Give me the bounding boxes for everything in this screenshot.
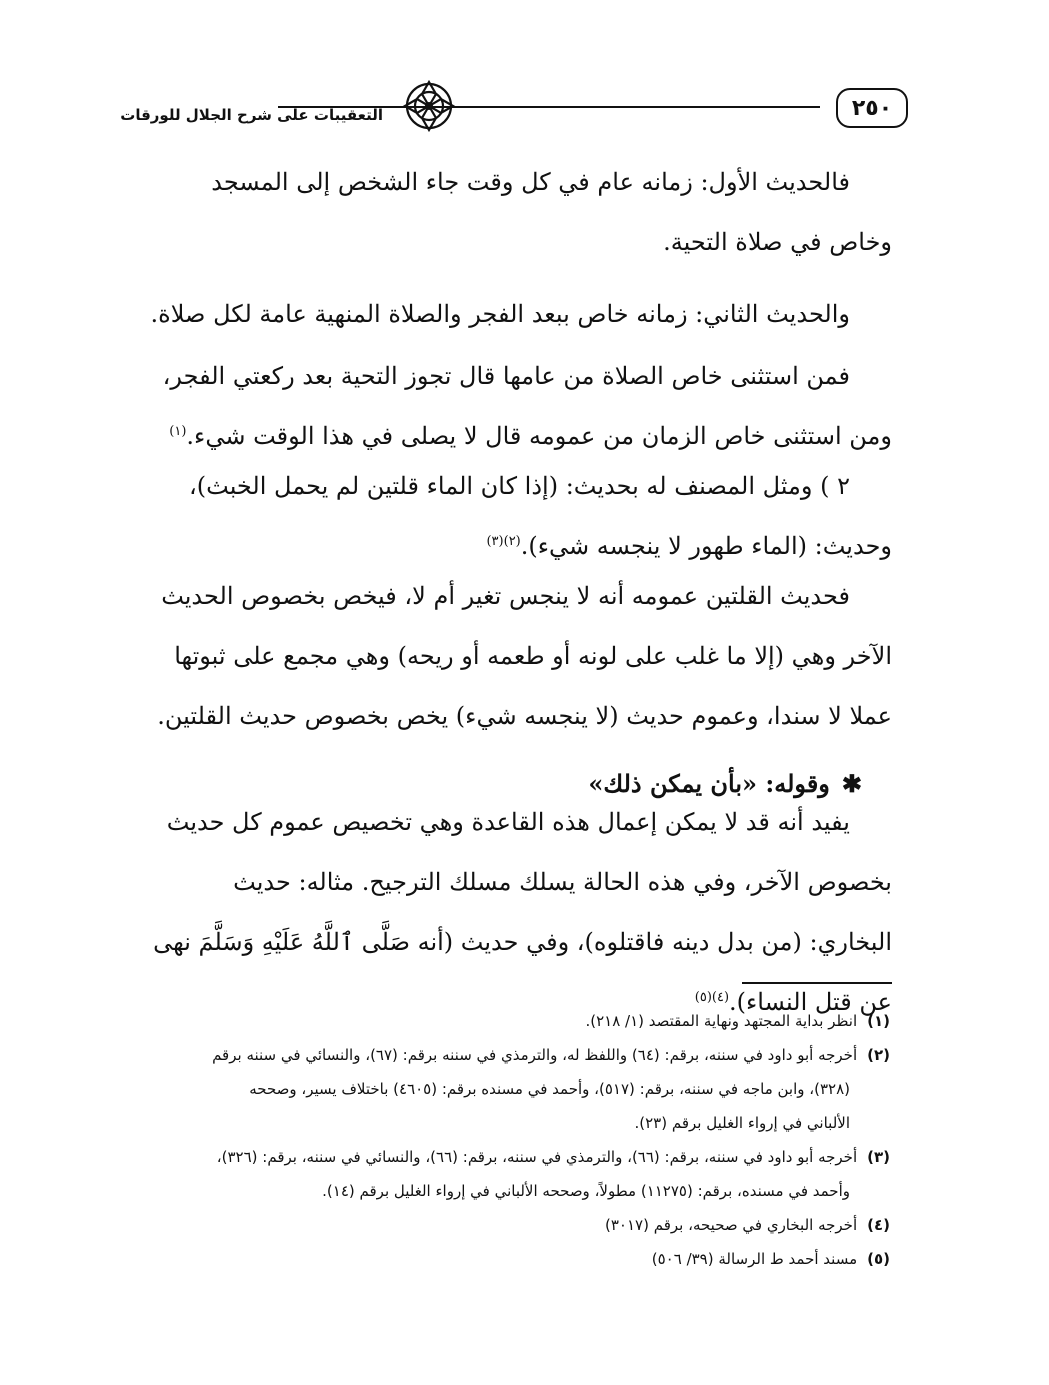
footnote-text: أخرجه أبو داود في سننه، برقم: (٦٤) واللفظ له، والترمذي في سننه برقم: (٦٧)، والنسائي في سننه برقم — [212, 1046, 858, 1064]
footnote-ref-4: (٤) — [711, 990, 730, 1005]
footnote-2-cont-1: (٣٢٨)، وابن ماجه في سننه، برقم: (٥١٧)، وأحمد في مسنده برقم: (٤٦٠٥) باختلاف يسير، وصححه — [249, 1080, 850, 1098]
footnote-text: أخرجه أبو داود في سننه، برقم: (٦٦)، والترمذي في سننه، برقم: (٦٦)، والنسائي في سننه، برقم: (٣٢٦)، — [216, 1148, 858, 1166]
footnote-separator — [742, 982, 892, 984]
main-text-5 — [150, 566, 892, 746]
footnote-1 — [148, 1004, 890, 1038]
footnote-ref-5: (٥) — [694, 990, 712, 1005]
star-icon: ✱ — [841, 769, 862, 798]
footnote-number: (١) — [867, 1012, 890, 1030]
footnote-number: (٢) — [867, 1046, 890, 1064]
footnote-5 — [148, 1242, 890, 1276]
paragraph-6-text: يفيد أنه قد لا يمكن إعمال هذه القاعدة وهي تخصيص عموم كل حديث بخصوص الآخر، وفي هذه الحالة يسلك مسلك الترجيح. مثاله: حديث البخاري: (من بدل دينه فاقتلوه)، وفي حديث (أنه صَلَّى ٱللَّهُ عَلَيْهِ وَسَلَّمَ نهى عن قتل النساء). — [153, 808, 892, 1016]
footnote-ref-2: (٢) — [503, 534, 521, 549]
footnote-text: انظر بداية المجتهد ونهاية المقتصد (١/ ٢١٨). — [585, 1012, 858, 1030]
main-text-3 — [150, 346, 892, 466]
footnote-number: (٣) — [867, 1148, 890, 1166]
page-number: ٢٥٠ — [851, 95, 893, 121]
footnote-4 — [148, 1208, 890, 1242]
footnote-number: (٤) — [867, 1216, 890, 1234]
main-text — [150, 152, 892, 272]
footnote-ref-3: (٣) — [486, 534, 504, 549]
paragraph-1: فالحديث الأول: زمانه عام في كل وقت جاء الشخص إلى المسجد وخاص في صلاة التحية. — [211, 168, 892, 256]
footnote-ref-1: (١) — [169, 424, 187, 439]
footnote-3-cont-1: وأحمد في مسنده، برقم: (١١٢٧٥) مطولاً، وصححه الألباني في إرواء الغليل برقم (١٤). — [322, 1182, 850, 1200]
ornament-icon — [398, 76, 460, 136]
footnote-3 — [148, 1140, 890, 1174]
main-text-4 — [150, 456, 892, 576]
footnote-text: مسند أحمد ط الرسالة (٣٩/ ٥٠٦) — [651, 1250, 858, 1268]
page-number-box — [836, 88, 908, 128]
main-text-2 — [150, 284, 892, 344]
paragraph-3 — [150, 346, 892, 466]
main-text-6 — [150, 792, 892, 1032]
paragraph-6 — [150, 792, 892, 1032]
paragraph-4-text: ٢ ) ومثل المصنف له بحديث: (إذا كان الماء قلتين لم يحمل الخبث)، وحديث: (الماء طهور لا ينجسه شيء). — [189, 472, 892, 560]
page-header — [120, 72, 908, 142]
footnote-number: (٥) — [867, 1250, 890, 1268]
paragraph-4 — [150, 456, 892, 576]
heading-text: وقوله: «بأن يمكن ذلك» — [588, 769, 830, 798]
footnotes — [148, 1004, 890, 1276]
paragraph-5: فحديث القلتين عمومه أنه لا ينجس تغير أم لا، فيخص بخصوص الحديث الآخر وهي (إلا ما غلب على لونه أو طعمه أو ريحه) وهي مجمع على ثبوتها عملا لا سندا، وعموم حديث (لا ينجسه شيء) يخص بخصوص حديث القلتين. — [157, 582, 892, 730]
paragraph-3-text: فمن استثنى خاص الصلاة من عامها قال تجوز التحية بعد ركعتي الفجر، ومن استثنى خاص الزمان من عمومه قال لا يصلى في هذا الوقت شيء. — [162, 362, 892, 450]
footnote-text: أخرجه البخاري في صحيحه، برقم (٣٠١٧) — [605, 1216, 858, 1234]
running-title: التعقيبات على شرح الجلال للورقات — [120, 106, 383, 124]
footnote-2 — [148, 1038, 890, 1072]
footnote-2-cont-2: الألباني في إرواء الغليل برقم (٢٣). — [634, 1114, 850, 1132]
paragraph-2: والحديث الثاني: زمانه خاص ببعد الفجر والصلاة المنهية عامة لكل صلاة. — [150, 300, 850, 328]
